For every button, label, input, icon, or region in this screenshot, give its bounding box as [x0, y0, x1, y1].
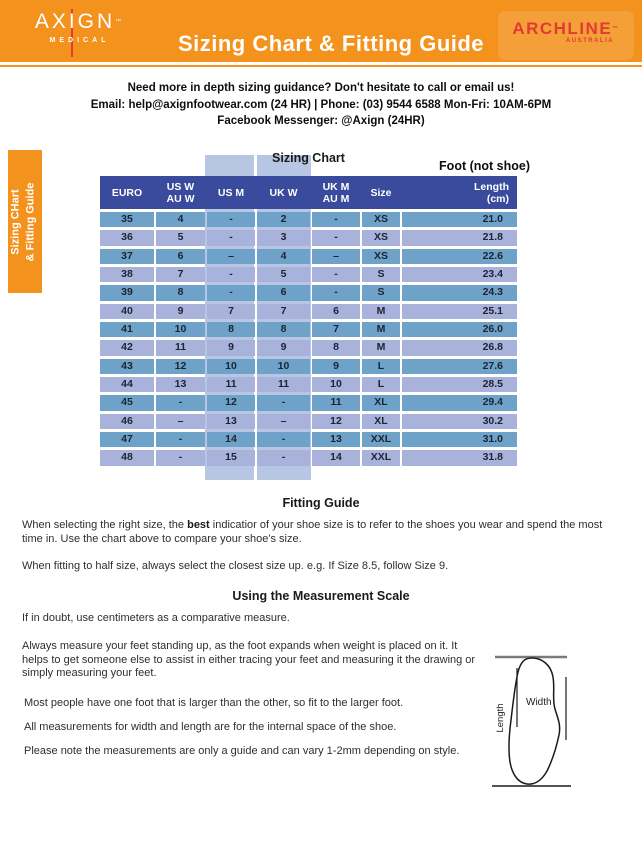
- column-header-size: Size: [370, 186, 392, 199]
- table-cell: XS: [362, 212, 400, 228]
- table-cell: M: [362, 322, 400, 338]
- page-title: Sizing Chart & Fitting Guide: [177, 31, 485, 56]
- archline-logo-name: ARCHLINE™: [512, 19, 620, 38]
- table-cell: 13: [312, 432, 360, 448]
- table-cell: 12: [156, 359, 205, 375]
- table-cell: –: [312, 249, 360, 265]
- table-row-euro-48: [100, 450, 517, 466]
- table-cell: 28.5: [402, 377, 517, 393]
- table-cell: XXL: [362, 432, 400, 448]
- table-cell: 5: [257, 267, 310, 283]
- column-header-length: Length (cm): [474, 180, 509, 205]
- table-cell: 11: [257, 377, 310, 393]
- table-cell: M: [362, 340, 400, 356]
- table-cell: 7: [207, 304, 255, 320]
- table-cell: 9: [257, 340, 310, 356]
- table-cell: 2: [257, 212, 310, 228]
- table-row-euro-40: [100, 304, 517, 320]
- table-cell: L: [362, 377, 400, 393]
- measurement-paragraph-3: Most people have one foot that is larger than the other, so fit to the larger foot.: [24, 697, 404, 709]
- table-cell: 25.1: [402, 304, 517, 320]
- table-cell: 37: [100, 249, 154, 265]
- column-header-uk-w: UK W: [269, 186, 298, 199]
- table-cell: 30.2: [402, 414, 517, 430]
- table-cell: 24.3: [402, 285, 517, 301]
- table-cell: -: [207, 230, 255, 246]
- table-cell: 10: [312, 377, 360, 393]
- side-tab-label: Sizing CHart & Fitting Guide: [9, 182, 36, 261]
- table-cell: XS: [362, 230, 400, 246]
- table-row-euro-36: [100, 230, 517, 246]
- table-cell: M: [362, 304, 400, 320]
- header-divider: [0, 65, 642, 67]
- table-cell: –: [257, 414, 310, 430]
- table-cell: 8: [312, 340, 360, 356]
- table-cell: 3: [257, 230, 310, 246]
- table-cell: –: [207, 249, 255, 265]
- table-cell: 27.6: [402, 359, 517, 375]
- table-cell: -: [207, 212, 255, 228]
- table-row-euro-37: [100, 249, 517, 265]
- contact-block: [0, 80, 642, 130]
- length-label: Length: [495, 703, 506, 733]
- fitting-guide-heading: Fitting Guide: [282, 496, 360, 510]
- table-row-euro-39: [100, 285, 517, 301]
- table-cell: 42: [100, 340, 154, 356]
- contact-line-2: Email: help@axignfootwear.com (24 HR) | Phone: (03) 9544 6588 Mon-Fri: 10AM-6PM: [90, 98, 552, 111]
- axign-logo-name: AXIGN™: [34, 10, 125, 33]
- axign-trademark: ™: [115, 19, 125, 25]
- archline-logo: [498, 11, 634, 60]
- column-header-us-w: US W AU W: [166, 180, 195, 205]
- measurement-paragraph-1: If in doubt, use centimeters as a comparative measure.: [22, 612, 290, 624]
- table-row-euro-45: [100, 395, 517, 411]
- archline-logo-subtitle: AUSTRALIA: [565, 38, 615, 44]
- table-cell: 5: [156, 230, 205, 246]
- table-cell: 26.0: [402, 322, 517, 338]
- table-cell: 45: [100, 395, 154, 411]
- table-cell: 39: [100, 285, 154, 301]
- sizing-chart-table: [100, 176, 517, 466]
- table-cell: 12: [312, 414, 360, 430]
- contact-line-1: Need more in depth sizing guidance? Don't hesitate to call or email us!: [127, 82, 515, 94]
- foot-measurement-diagram: [488, 645, 583, 795]
- table-cell: 11: [207, 377, 255, 393]
- sizing-chart-title: Sizing Chart: [272, 151, 345, 165]
- table-row-euro-44: [100, 377, 517, 393]
- table-cell: 35: [100, 212, 154, 228]
- table-cell: 43: [100, 359, 154, 375]
- table-cell: 26.8: [402, 340, 517, 356]
- table-cell: 12: [207, 395, 255, 411]
- table-cell: -: [156, 432, 205, 448]
- table-cell: 11: [156, 340, 205, 356]
- table-cell: XL: [362, 395, 400, 411]
- header-bar: [0, 0, 642, 62]
- table-cell: -: [207, 267, 255, 283]
- measurement-paragraph-2: Always measure your feet standing up, as the foot expands when weight is placed on it. It helps to get someone else to assist in either tracing your feet and measuring it the drawing or simply measuring your feet.: [22, 640, 476, 679]
- table-cell: -: [257, 432, 310, 448]
- table-cell: 36: [100, 230, 154, 246]
- table-row-euro-38: [100, 267, 517, 283]
- table-cell: -: [156, 395, 205, 411]
- table-cell: 46: [100, 414, 154, 430]
- measurement-paragraph-4: All measurements for width and length are for the internal space of the shoe.: [24, 721, 397, 733]
- table-cell: -: [312, 212, 360, 228]
- table-cell: 47: [100, 432, 154, 448]
- table-cell: 10: [207, 359, 255, 375]
- table-cell: 14: [207, 432, 255, 448]
- table-cell: 22.6: [402, 249, 517, 265]
- table-cell: 31.8: [402, 450, 517, 466]
- table-cell: 6: [312, 304, 360, 320]
- table-row-euro-43: [100, 359, 517, 375]
- table-cell: 4: [156, 212, 205, 228]
- table-cell: 9: [156, 304, 205, 320]
- table-cell: -: [207, 285, 255, 301]
- fitting-guide-paragraph-2: When fitting to half size, always select the closest size up. e.g. If Size 8.5, follow Size 9.: [22, 560, 449, 572]
- table-cell: 10: [156, 322, 205, 338]
- table-cell: 48: [100, 450, 154, 466]
- table-cell: 8: [257, 322, 310, 338]
- table-cell: 7: [156, 267, 205, 283]
- table-row-euro-46: [100, 414, 517, 430]
- side-tab: [8, 150, 42, 293]
- table-cell: 40: [100, 304, 154, 320]
- contact-line-3: Facebook Messenger: @Axign (24HR): [217, 115, 425, 127]
- table-cell: –: [156, 414, 205, 430]
- axign-logo-subtitle: MEDICAL: [49, 37, 110, 44]
- table-header-row: [100, 176, 517, 209]
- table-cell: 6: [257, 285, 310, 301]
- table-row-euro-47: [100, 432, 517, 448]
- table-cell: 6: [156, 249, 205, 265]
- table-cell: -: [156, 450, 205, 466]
- table-cell: 9: [207, 340, 255, 356]
- table-cell: XXL: [362, 450, 400, 466]
- table-cell: -: [312, 230, 360, 246]
- table-row-euro-35: [100, 212, 517, 228]
- table-cell: -: [312, 285, 360, 301]
- table-cell: 21.0: [402, 212, 517, 228]
- measurement-paragraph-5: Please note the measurements are only a guide and can vary 1-2mm depending on style.: [24, 745, 460, 757]
- table-cell: 31.0: [402, 432, 517, 448]
- table-cell: 21.8: [402, 230, 517, 246]
- table-cell: 13: [156, 377, 205, 393]
- table-cell: L: [362, 359, 400, 375]
- table-cell: 11: [312, 395, 360, 411]
- table-cell: XL: [362, 414, 400, 430]
- table-cell: 10: [257, 359, 310, 375]
- table-cell: 15: [207, 450, 255, 466]
- table-cell: 44: [100, 377, 154, 393]
- best-emphasis: best: [187, 519, 210, 531]
- table-cell: 38: [100, 267, 154, 283]
- table-cell: S: [362, 267, 400, 283]
- table-row-euro-42: [100, 340, 517, 356]
- axign-logo: [22, 9, 137, 57]
- table-cell: 41: [100, 322, 154, 338]
- table-cell: XS: [362, 249, 400, 265]
- table-cell: -: [257, 395, 310, 411]
- table-cell: 9: [312, 359, 360, 375]
- table-cell: -: [312, 267, 360, 283]
- column-header-us-m: US M: [217, 186, 245, 199]
- table-cell: 29.4: [402, 395, 517, 411]
- table-row-euro-41: [100, 322, 517, 338]
- foot-not-shoe-note: Foot (not shoe): [439, 159, 530, 173]
- table-cell: -: [257, 450, 310, 466]
- width-label: Width: [526, 697, 552, 708]
- table-cell: 8: [156, 285, 205, 301]
- table-cell: 4: [257, 249, 310, 265]
- table-cell: 23.4: [402, 267, 517, 283]
- table-cell: 13: [207, 414, 255, 430]
- fitting-guide-paragraph-1: When selecting the right size, the best indicatior of your shoe size is to refer to the shoes you wear and spend the most time in. Use the chart above to compare your shoe's size.: [22, 519, 603, 545]
- table-cell: 7: [312, 322, 360, 338]
- table-cell: 8: [207, 322, 255, 338]
- column-header-euro: EURO: [111, 186, 143, 199]
- table-cell: 14: [312, 450, 360, 466]
- table-cell: S: [362, 285, 400, 301]
- table-cell: 7: [257, 304, 310, 320]
- column-header-uk-m: UK M AU M: [322, 180, 350, 205]
- measurement-scale-heading: Using the Measurement Scale: [232, 589, 410, 603]
- archline-trademark: ™: [612, 26, 620, 32]
